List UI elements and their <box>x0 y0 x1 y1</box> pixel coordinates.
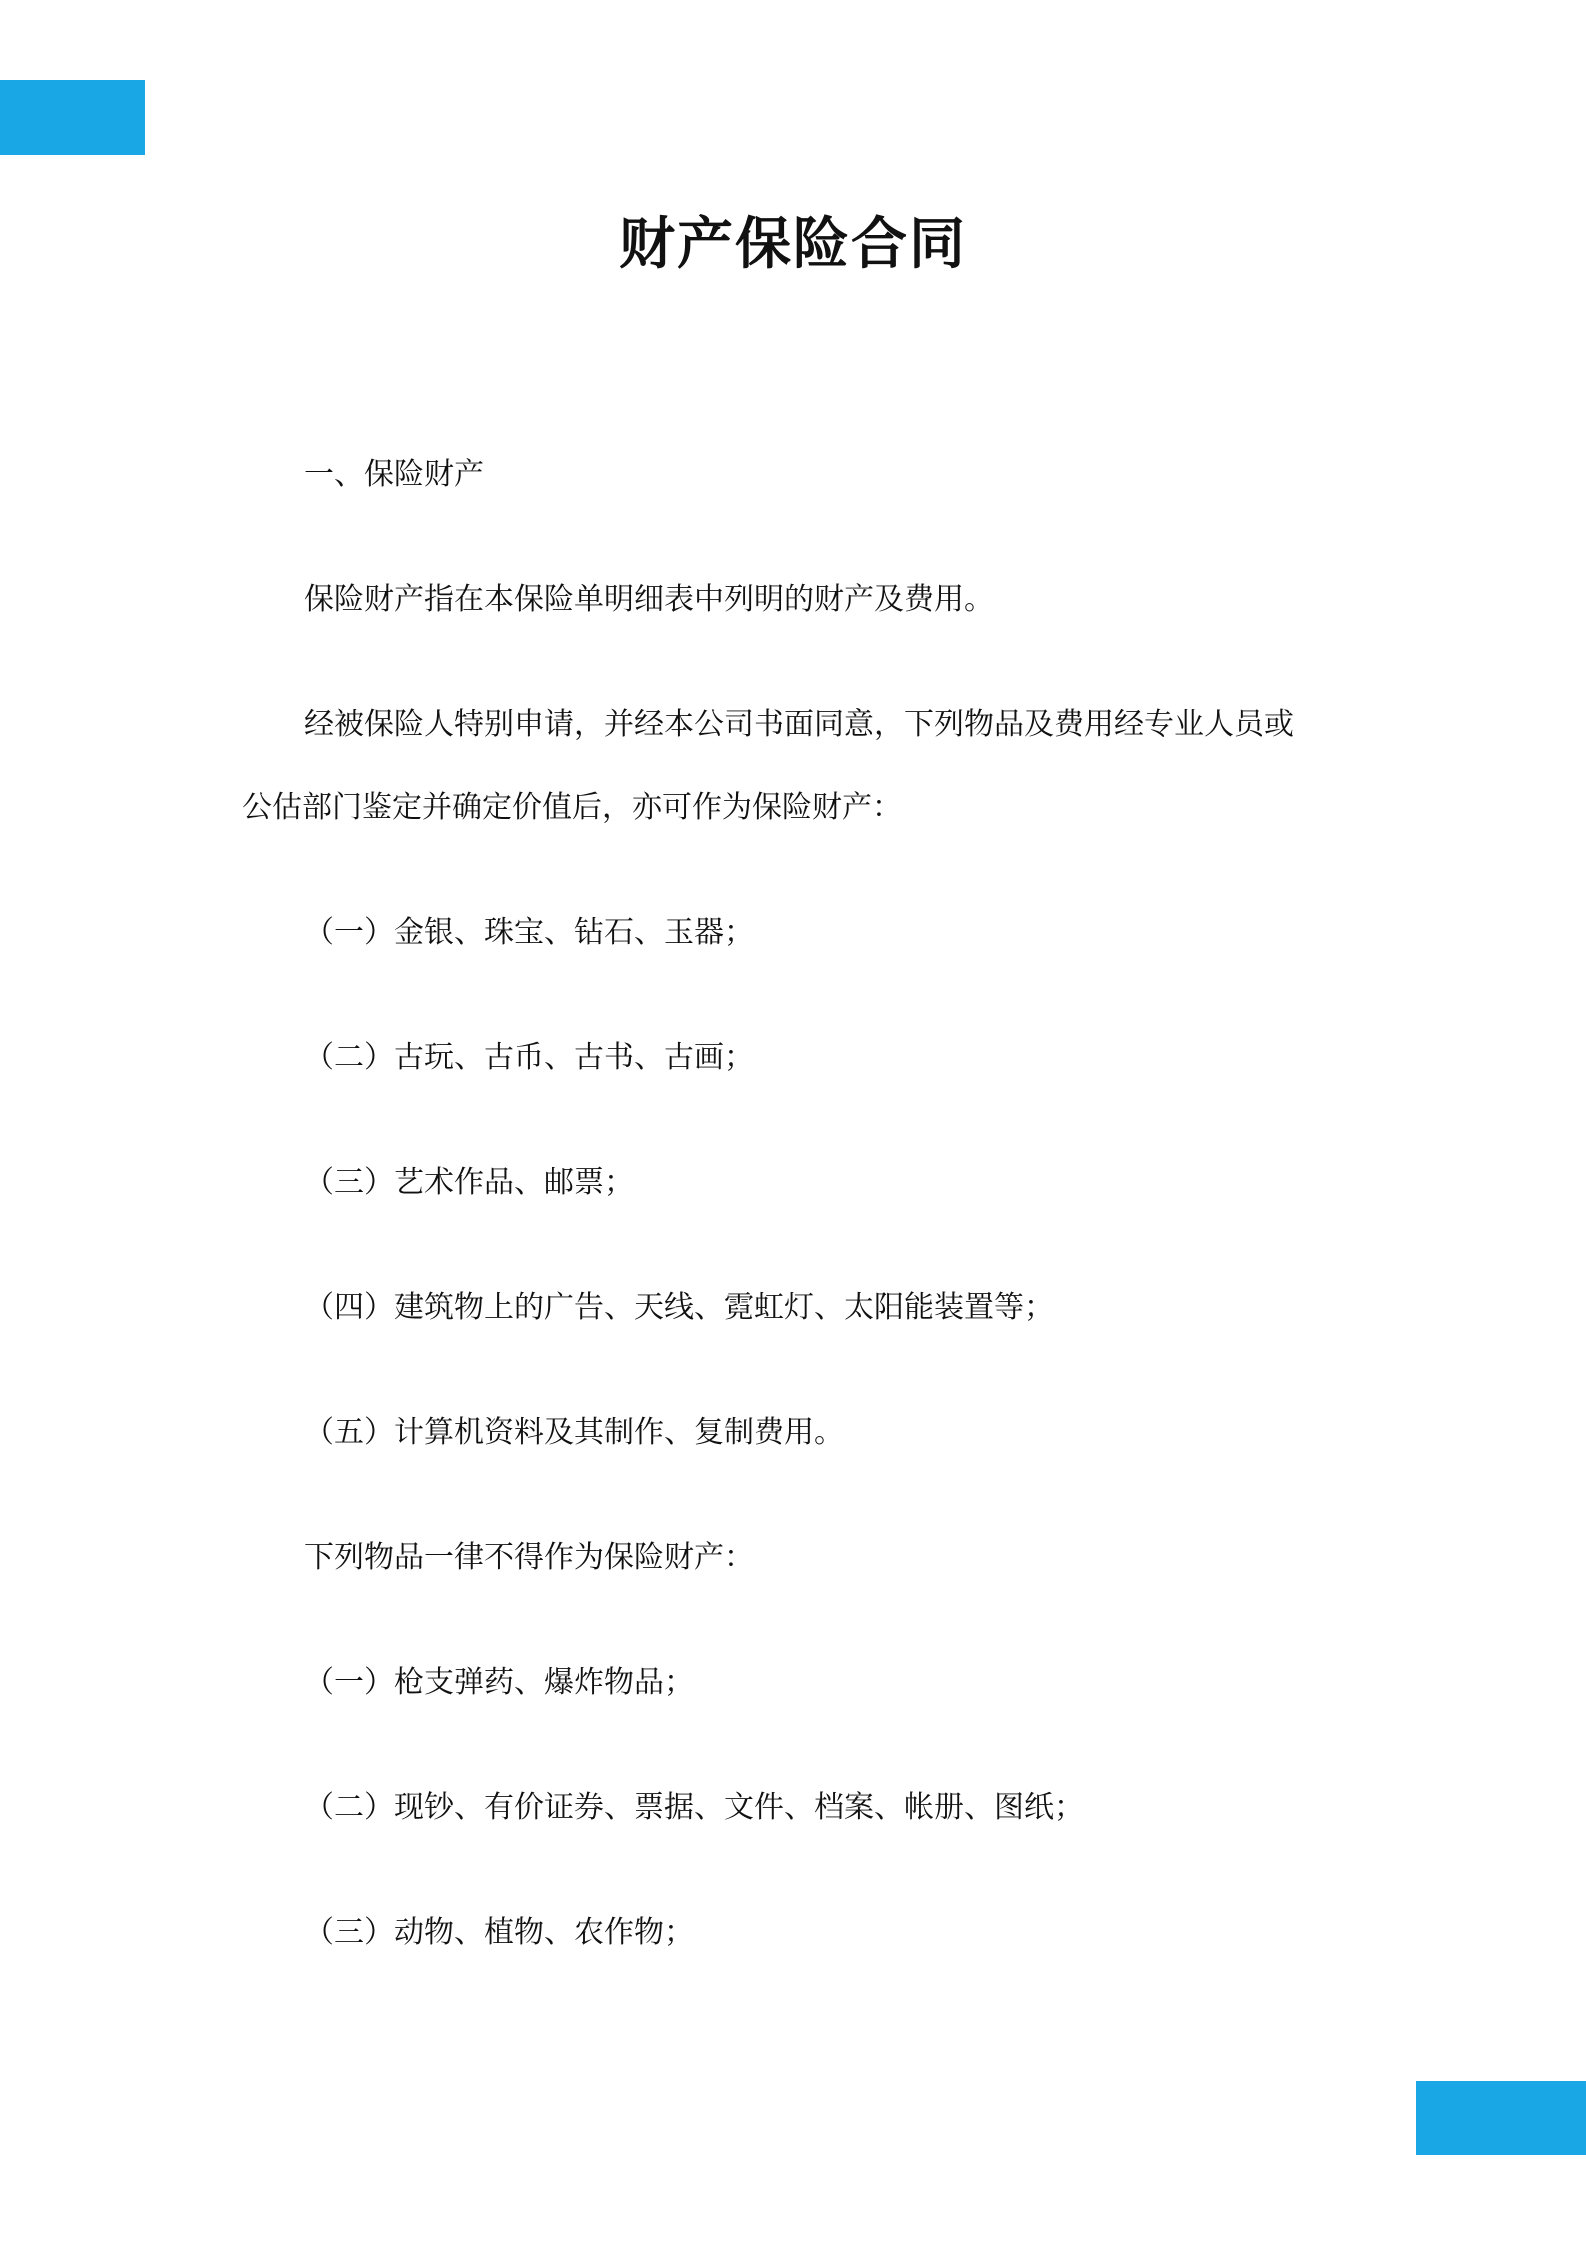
section-heading-insured-property: 一、保险财产 <box>304 457 484 492</box>
list-item-included-1: （一）金银、珠宝、钻石、玉器； <box>304 915 754 950</box>
bottom-right-accent-tab <box>1416 2081 1586 2155</box>
list-item-included-4: （四）建筑物上的广告、天线、霓虹灯、太阳能装置等； <box>304 1290 1054 1325</box>
paragraph-excluded-intro: 下列物品一律不得作为保险财产： <box>304 1540 754 1575</box>
list-item-excluded-2: （二）现钞、有价证券、票据、文件、档案、帐册、图纸； <box>304 1790 1084 1825</box>
list-item-included-3: （三）艺术作品、邮票； <box>304 1165 634 1200</box>
paragraph-special-application-line-1: 经被保险人特别申请，并经本公司书面同意，下列物品及费用经专业人员或 <box>304 707 1294 742</box>
list-item-excluded-3: （三）动物、植物、农作物； <box>304 1915 694 1950</box>
paragraph-definition: 保险财产指在本保险单明细表中列明的财产及费用。 <box>304 582 994 617</box>
list-item-included-2: （二）古玩、古币、古书、古画； <box>304 1040 754 1075</box>
top-left-accent-tab <box>0 80 145 155</box>
list-item-included-5: （五）计算机资料及其制作、复制费用。 <box>304 1415 844 1450</box>
paragraph-special-application-line-2: 公估部门鉴定并确定价值后，亦可作为保险财产： <box>242 790 902 825</box>
list-item-excluded-1: （一）枪支弹药、爆炸物品； <box>304 1665 694 1700</box>
document-title: 财产保险合同 <box>619 212 967 277</box>
